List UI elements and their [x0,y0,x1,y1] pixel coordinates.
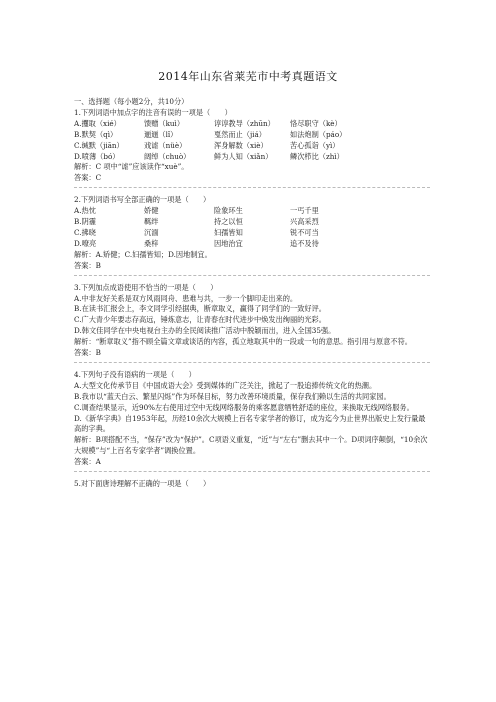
question-1-option-a [74,119,430,130]
question-4-stem: 4.下列句子没有语病的一项是（ ） [74,369,196,379]
question-1-option-c [74,141,430,152]
option-text: 恪尽职守（kè） [290,118,342,128]
option-text: 鲜为人知（xiǎn） [214,151,273,161]
question-2-option-d [74,239,430,250]
option-text: A.攫取（xié） [74,118,121,128]
option-text: 娇健 [144,206,159,216]
option-text: B.阴霾 [74,217,96,227]
option-text: 鳞次栉比（zhì） [290,151,344,161]
question-3-option-c: C.广大青少年要志存高远，锤炼意志，让青春在时代进步中焕发出绚丽的光彩。 [74,315,326,325]
document-body [74,97,430,490]
question-3-analysis: 解析：“断章取义”指不顾全篇文章或谈话的内容，孤立地取其中的一段或一句的意思。指引用与原意不符。 [74,337,412,347]
divider [74,187,430,189]
question-2-analysis: 解析：A.矫健；C.妇孺皆知；D.因地制宜。 [74,249,212,259]
question-4-analysis: 解析：B项搭配不当，“保存”改为“保护”。C项语义重复，“近”与“左右”删去其中一个。D项词序颠倒，“10余次大规模”与“上百名专家学者”调换位置。 [74,435,428,456]
question-3-stem: 3.下列加点成语使用不恰当的一项是（ ） [74,282,218,292]
question-2-option-a [74,206,430,217]
option-text: D.喷薄（bó） [74,151,120,161]
question-4-option-d: D.《新华字典》自1953年起，历经10余次大规模上百名专家学者的修订，成为迄今为止世界出版史上发行量最高的字典。 [74,413,426,434]
option-text: 妇孺皆知 [214,227,243,237]
question-3-option-b: B.在读书汇报会上，李文同学引经据典，断章取义，赢得了同学们的一致好评。 [74,304,326,314]
option-text: 馈赠（kuì） [144,118,185,128]
option-text: A.热忱 [74,206,96,216]
option-text: 追不及待 [290,238,319,248]
question-4-answer: 答案：A [74,457,101,467]
option-text: 浑身解数（xiè） [214,140,268,150]
option-text: 一丐千里 [290,206,319,216]
question-4-option-b: B.我市以“蓝天白云、繁星闪烁”作为环保目标，努力改善环境质量，保存我们赖以生活的共同家园。 [74,391,391,401]
option-text: 羁绊 [144,217,159,227]
option-text: C.缄默（jiān） [74,140,124,150]
option-text: 兴高采烈 [290,217,319,227]
option-text: C.拂晓 [74,227,96,237]
option-text: 戏谑（nüè） [144,140,187,150]
question-2-option-b [74,217,430,228]
option-text: 如法炮制（páo） [290,129,347,139]
option-text: B.默契（qì） [74,129,118,139]
section-heading: 一、选择题（每小题2分，共10分） [74,97,189,106]
option-text: 锐不可当 [290,227,319,237]
question-3-option-a: A.中非友好关系是双方风雨同舟、患难与共，一步一个脚印走出来的。 [74,293,298,303]
option-text: 持之以恒 [214,217,243,227]
question-1-answer: 答案：C [74,173,102,183]
option-text: 阔绰（chuò） [144,151,191,161]
question-1-option-d [74,152,430,163]
option-text: 戛然而止（jiá） [214,129,266,139]
option-text: 逦逦（lǐ） [144,129,178,139]
option-text: 因地治宜 [214,238,243,248]
question-2-option-c [74,228,430,239]
question-2-answer: 答案：B [74,260,101,270]
question-5-stem: 5.对下面唐诗理解不正确的一项是（ ） [74,479,211,489]
divider [74,275,430,277]
option-text: 桑梓 [144,238,159,248]
option-text: 险象环生 [214,206,243,216]
option-text: 谆谆教导（zhūn） [214,118,275,128]
question-1-analysis: 解析：C 项中“谑”应该读作“xuè”。 [74,162,189,172]
option-text: D.嘹亮 [74,238,97,248]
question-3-option-d: D.韩文佳同学在中央电视台主办的全民阅读推广活动中脱颖而出，进入全国35强。 [74,326,336,336]
option-text: 苦心孤诣（yì） [290,140,340,150]
question-4-option-c: C.调查结果显示，近90%左右使用过空中无线网络服务的乘客愿意牺牲舒适的座位，来换取无线网络服务。 [74,402,414,412]
question-4-option-a: A.大型文化传承节目《中国成语大会》受到媒体的广泛关注，掀起了一股追捧传统文化的热潮。 [74,380,377,390]
divider [74,362,430,364]
document-title: 2014年山东省莱芜市中考真题语文 [158,70,338,83]
divider [74,471,430,473]
question-3-answer: 答案：B [74,348,101,358]
option-text: 沉湎 [144,227,159,237]
question-1-stem: 1.下列词语中加点字的注音有误的一项是（ ） [74,107,232,117]
question-2-stem: 2.下列词语书写全部正确的一项是（ ） [74,195,211,205]
question-1-option-b [74,130,430,141]
